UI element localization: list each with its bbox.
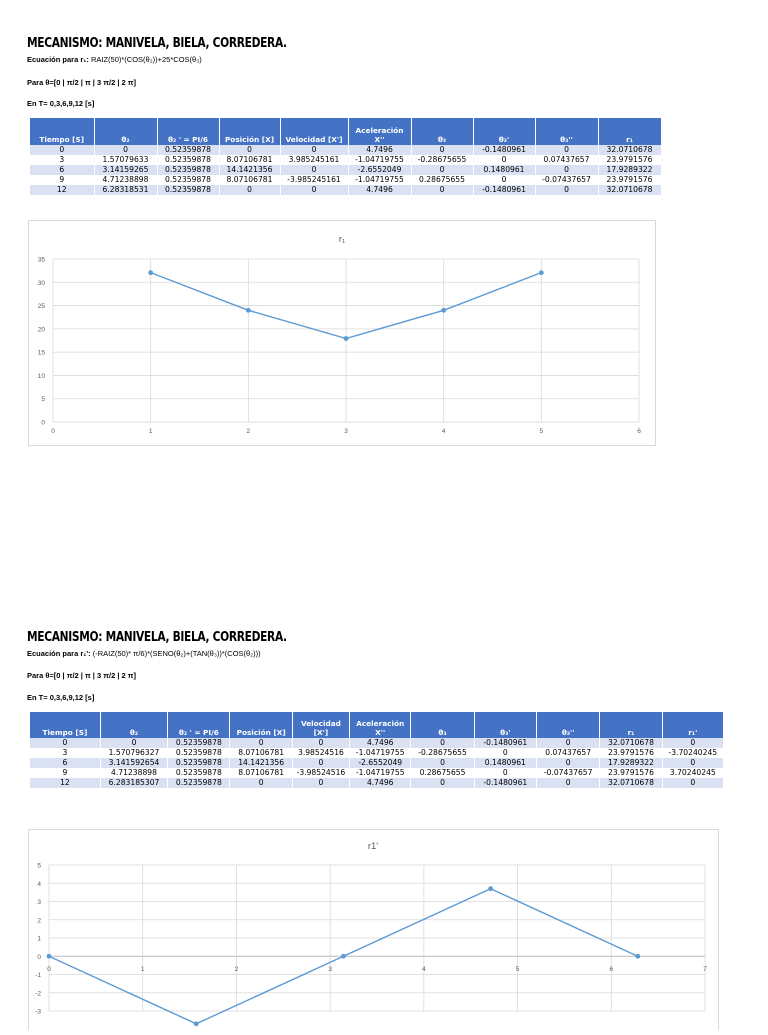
table-cell: 0.52359878 xyxy=(168,758,230,768)
data-point xyxy=(341,954,346,959)
y-tick-label: 15 xyxy=(37,349,45,357)
data-point xyxy=(47,954,52,959)
table-cell: 0 xyxy=(473,175,535,185)
table-row xyxy=(30,185,661,195)
section2-equation-label: Ecuación para r₁': xyxy=(27,649,91,658)
table-cell: -1.04719755 xyxy=(348,155,411,165)
column-header: r₁' xyxy=(662,712,723,738)
table-cell: 0 xyxy=(219,145,280,155)
table-cell: -3.70240245 xyxy=(662,748,723,758)
x-tick-label: 0 xyxy=(51,428,55,435)
section1-title: MECANISMO: MANIVELA, BIELA, CORREDERA. xyxy=(27,36,287,51)
table-cell: 0.28675655 xyxy=(411,768,474,778)
table-cell: 0 xyxy=(474,748,536,758)
y-tick-label: 4 xyxy=(37,880,41,888)
table-cell: -3.985245161 xyxy=(280,175,348,185)
table-cell: 4.7496 xyxy=(350,738,411,748)
y-tick-label: -3 xyxy=(35,1008,41,1016)
table-cell: 3.141592654 xyxy=(100,758,167,768)
x-tick-label: 4 xyxy=(422,966,426,973)
section2-data-table xyxy=(30,712,724,788)
data-point xyxy=(441,308,446,313)
column-header: Aceleración X'' xyxy=(350,712,411,738)
section1-equation-label: Ecuación para r₁: xyxy=(27,55,89,64)
table-cell: 0 xyxy=(411,738,474,748)
table-cell: 0 xyxy=(474,768,536,778)
x-tick-label: 7 xyxy=(703,966,707,973)
table-cell: 0 xyxy=(411,165,473,175)
y-tick-label: 30 xyxy=(37,279,45,287)
table-cell: 0 xyxy=(473,155,535,165)
table-cell: 0.52359878 xyxy=(157,175,219,185)
column-header: Posición [X] xyxy=(219,118,280,145)
table-cell: 23.9791576 xyxy=(600,748,662,758)
table-cell: 0 xyxy=(411,778,474,788)
chart1-frame xyxy=(28,220,656,446)
table-cell: 0.1480961 xyxy=(473,165,535,175)
table-cell: 12 xyxy=(30,778,100,788)
column-header: θ₂ xyxy=(94,118,157,145)
x-tick-label: 3 xyxy=(328,966,332,973)
table-cell: 23.9791576 xyxy=(598,175,661,185)
y-tick-label: 0 xyxy=(41,419,45,427)
y-tick-label: 1 xyxy=(37,935,41,943)
table-cell: 0 xyxy=(662,778,723,788)
table-cell: 6 xyxy=(30,165,94,175)
x-tick-label: 0 xyxy=(47,966,51,973)
table-cell: 0.52359878 xyxy=(168,778,230,788)
section2-title: MECANISMO: MANIVELA, BIELA, CORREDERA. xyxy=(27,630,287,645)
table-cell: 6.283185307 xyxy=(100,778,167,788)
table-cell: -2.6552049 xyxy=(350,758,411,768)
table-cell: 12 xyxy=(30,185,94,195)
table-cell: 0 xyxy=(662,758,723,768)
section2-time-label: En T= 0,3,6,9,12 [s] xyxy=(27,693,95,702)
table-cell: 0 xyxy=(280,145,348,155)
column-header: Posición [X] xyxy=(230,712,292,738)
column-header: θ₃ xyxy=(411,712,474,738)
y-tick-label: 2 xyxy=(37,917,41,925)
table-cell: 0.1480961 xyxy=(474,758,536,768)
data-point xyxy=(344,336,349,341)
x-tick-label: 5 xyxy=(539,428,544,435)
column-header: θ₃' xyxy=(474,712,536,738)
table-cell: 0.52359878 xyxy=(168,748,230,758)
table-cell: -0.1480961 xyxy=(474,738,536,748)
table-cell: -2.6552049 xyxy=(348,165,411,175)
column-header: θ₂ ' = PI/6 xyxy=(168,712,230,738)
table-cell: 6.28318531 xyxy=(94,185,157,195)
data-point xyxy=(246,308,251,313)
table-cell: 0 xyxy=(230,778,292,788)
table-cell: -0.28675655 xyxy=(411,748,474,758)
section1-equation xyxy=(27,55,202,64)
x-tick-label: 1 xyxy=(148,428,153,435)
table-cell: 4.7496 xyxy=(348,145,411,155)
table-row xyxy=(30,175,661,185)
table-cell: 3.70240245 xyxy=(662,768,723,778)
table-cell: 0 xyxy=(535,165,598,175)
table-cell: 0 xyxy=(292,758,349,768)
x-tick-label: 2 xyxy=(234,966,239,973)
section2-equation xyxy=(27,649,261,658)
table-cell: 23.9791576 xyxy=(600,768,662,778)
column-header: Tiempo [S] xyxy=(30,712,100,738)
data-point xyxy=(148,270,153,275)
column-header: θ₃'' xyxy=(535,118,598,145)
table-cell: 0.52359878 xyxy=(157,155,219,165)
table-cell: 0.52359878 xyxy=(168,768,230,778)
column-header: θ₂ ' = PI/6 xyxy=(157,118,219,145)
table-cell: 1.57079633 xyxy=(94,155,157,165)
table-cell: -0.1480961 xyxy=(473,145,535,155)
table-cell: 4.71238898 xyxy=(94,175,157,185)
column-header: Aceleración X'' xyxy=(348,118,411,145)
table-cell: 9 xyxy=(30,175,94,185)
y-tick-label: 25 xyxy=(37,303,45,311)
column-header: Velocidad [X'] xyxy=(280,118,348,145)
x-tick-label: 5 xyxy=(515,966,520,973)
table-row xyxy=(30,778,724,788)
table-cell: 0 xyxy=(537,738,600,748)
data-point xyxy=(635,954,640,959)
table-cell: -1.04719755 xyxy=(348,175,411,185)
x-tick-label: 4 xyxy=(441,428,446,435)
table-cell: 6 xyxy=(30,758,100,768)
table-cell: -3.98524516 xyxy=(292,768,349,778)
table-cell: -0.07437657 xyxy=(537,768,600,778)
section2-theta-label: Para θ=[0 | π/2 | π | 3 π/2 | 2 π] xyxy=(27,671,136,680)
table-cell: 0 xyxy=(411,185,473,195)
table-row xyxy=(30,748,724,758)
column-header: Velocidad [X'] xyxy=(292,712,349,738)
x-tick-label: 2 xyxy=(246,428,251,435)
column-header: θ₃ xyxy=(411,118,473,145)
table-cell: -0.1480961 xyxy=(474,778,536,788)
column-header: θ₂ xyxy=(100,712,167,738)
y-tick-label: -1 xyxy=(35,972,41,979)
y-tick-label: 0 xyxy=(37,953,41,961)
table-cell: -1.04719755 xyxy=(350,748,411,758)
table-cell: 0 xyxy=(30,145,94,155)
table-cell: 0 xyxy=(537,778,600,788)
table-cell: -1.04719755 xyxy=(350,768,411,778)
table-cell: 0 xyxy=(537,758,600,768)
table-cell: 0.52359878 xyxy=(157,145,219,155)
table-cell: 1.570796327 xyxy=(100,748,167,758)
table-cell: 32.0710678 xyxy=(600,738,662,748)
section1-time-label: En T= 0,3,6,9,12 [s] xyxy=(27,99,95,108)
column-header: θ₃'' xyxy=(537,712,600,738)
table-cell: 0 xyxy=(411,145,473,155)
section1-data-table xyxy=(30,118,662,195)
table-cell: -0.28675655 xyxy=(411,155,473,165)
data-point xyxy=(539,270,544,275)
table-row xyxy=(30,145,661,155)
table-cell: 0 xyxy=(30,738,100,748)
table-cell: 14.1421356 xyxy=(230,758,292,768)
table-cell: 0.07437657 xyxy=(535,155,598,165)
data-point xyxy=(488,886,493,891)
chart-title: r₁ xyxy=(338,234,346,245)
table-cell: 3.98524516 xyxy=(292,748,349,758)
table-cell: 8.07106781 xyxy=(230,768,292,778)
table-cell: 0 xyxy=(535,185,598,195)
x-tick-label: 6 xyxy=(637,428,641,435)
table-cell: -0.07437657 xyxy=(535,175,598,185)
x-tick-label: 3 xyxy=(344,428,348,435)
table-cell: 4.7496 xyxy=(348,185,411,195)
table-cell: 3.985245161 xyxy=(280,155,348,165)
table-cell: 14.1421356 xyxy=(219,165,280,175)
table-cell: 3 xyxy=(30,155,94,165)
table-cell: 0.07437657 xyxy=(537,748,600,758)
table-cell: -0.1480961 xyxy=(473,185,535,195)
table-cell: 9 xyxy=(30,768,100,778)
column-header: Tiempo [S] xyxy=(30,118,94,145)
table-cell: 8.07106781 xyxy=(219,175,280,185)
table-cell: 32.0710678 xyxy=(598,185,661,195)
table-cell: 8.07106781 xyxy=(219,155,280,165)
table-row xyxy=(30,738,724,748)
table-row xyxy=(30,758,724,768)
table-cell: 4.7496 xyxy=(350,778,411,788)
y-tick-label: 20 xyxy=(37,326,45,334)
table-cell: 3.14159265 xyxy=(94,165,157,175)
table-cell: 0 xyxy=(535,145,598,155)
y-tick-label: 3 xyxy=(37,899,41,906)
section2-equation-text: (-RAIZ(50)* π/6)*(SENO(θ₂)+(TAN(θ₃))*(COS(θ₂))) xyxy=(92,649,261,658)
table-cell: 4.71238898 xyxy=(100,768,167,778)
table-cell: 0 xyxy=(662,738,723,748)
table-cell: 17.9289322 xyxy=(600,758,662,768)
table-cell: 32.0710678 xyxy=(600,778,662,788)
x-tick-label: 6 xyxy=(609,966,614,973)
table-row xyxy=(30,768,724,778)
table-cell: 0.28675655 xyxy=(411,175,473,185)
table-cell: 0 xyxy=(280,185,348,195)
y-tick-label: 10 xyxy=(37,372,45,380)
chart1-svg xyxy=(29,221,655,445)
table-cell: 3 xyxy=(30,748,100,758)
table-cell: 23.9791576 xyxy=(598,155,661,165)
table-cell: 0 xyxy=(280,165,348,175)
x-tick-label: 1 xyxy=(140,966,145,973)
table-cell: 0 xyxy=(100,738,167,748)
table-cell: 32.0710678 xyxy=(598,145,661,155)
y-tick-label: 5 xyxy=(37,862,41,870)
table-cell: 0 xyxy=(292,738,349,748)
column-header: r₁ xyxy=(598,118,661,145)
column-header: θ₃' xyxy=(473,118,535,145)
table-cell: 0.52359878 xyxy=(168,738,230,748)
table-cell: 0 xyxy=(292,778,349,788)
table-cell: 0 xyxy=(230,738,292,748)
table-cell: 0 xyxy=(94,145,157,155)
table-cell: 0.52359878 xyxy=(157,165,219,175)
column-header: r₁ xyxy=(600,712,662,738)
table-cell: 0.52359878 xyxy=(157,185,219,195)
y-tick-label: -2 xyxy=(35,990,41,998)
y-tick-label: 5 xyxy=(41,396,45,404)
section1-theta-label: Para θ=[0 | π/2 | π | 3 π/2 | 2 π] xyxy=(27,78,136,87)
table-cell: 8.07106781 xyxy=(230,748,292,758)
table-cell: 0 xyxy=(411,758,474,768)
table-row xyxy=(30,155,661,165)
y-tick-label: 35 xyxy=(37,256,45,264)
chart2-frame xyxy=(28,829,719,1030)
table-cell: 17.9289322 xyxy=(598,165,661,175)
table-row xyxy=(30,165,661,175)
chart2-svg xyxy=(29,830,718,1030)
table-cell: 0 xyxy=(219,185,280,195)
section1-equation-text: RAIZ(50)*(COS(θ₂))+25*COS(θ₃) xyxy=(90,55,202,64)
chart-title: r1' xyxy=(367,841,379,852)
